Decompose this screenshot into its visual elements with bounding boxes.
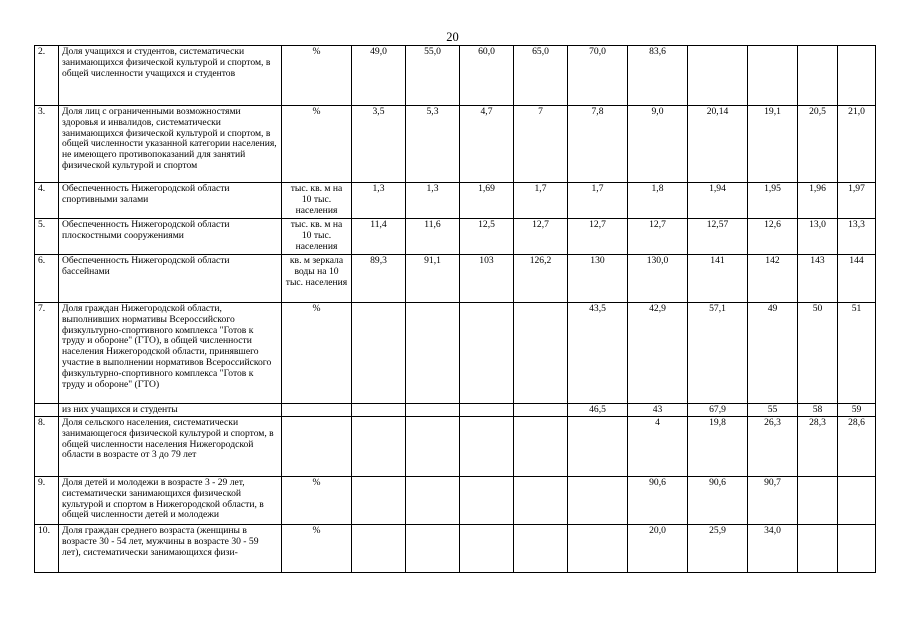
value-cell: 11,4 — [352, 219, 406, 255]
row-number: 8. — [35, 417, 59, 477]
value-cell: 83,6 — [628, 46, 688, 106]
value-cell: 11,6 — [406, 219, 460, 255]
table-row — [35, 46, 876, 106]
table-row — [35, 303, 876, 404]
value-cell: 130 — [568, 255, 628, 303]
value-cell: 19,8 — [688, 417, 748, 477]
value-cell: 12,6 — [748, 219, 798, 255]
value-cell: 21,0 — [838, 106, 876, 183]
value-cell — [798, 477, 838, 525]
value-cell: 55 — [748, 404, 798, 417]
value-cell: 3,5 — [352, 106, 406, 183]
value-cell — [352, 404, 406, 417]
value-cell — [748, 46, 798, 106]
row-number: 9. — [35, 477, 59, 525]
value-cell: 28,6 — [838, 417, 876, 477]
value-cell — [352, 303, 406, 404]
value-cell: 19,1 — [748, 106, 798, 183]
value-cell — [406, 303, 460, 404]
value-cell — [798, 525, 838, 573]
value-cell: 90,7 — [748, 477, 798, 525]
value-cell: 90,6 — [688, 477, 748, 525]
value-cell: 1,97 — [838, 183, 876, 219]
value-cell — [514, 477, 568, 525]
value-cell: 42,9 — [628, 303, 688, 404]
value-cell: 1,94 — [688, 183, 748, 219]
value-cell — [460, 404, 514, 417]
unit-of-measure: % — [282, 106, 352, 183]
indicator-name: Доля граждан Нижегородской области, выполнивших нормативы Всероссийского физкультурно-спортивного комплекса "Готов к труду и обороне" (ГТО), в общей численности населения Нижегородской области, принявшего участие в выполнении нормативов Всероссийского физкультурно-спортивного комплекса "Готов к труду и обороне" (ГТО) — [59, 303, 282, 404]
value-cell: 91,1 — [406, 255, 460, 303]
unit-of-measure — [282, 404, 352, 417]
row-number — [35, 404, 59, 417]
value-cell: 4,7 — [460, 106, 514, 183]
value-cell — [352, 477, 406, 525]
value-cell: 143 — [798, 255, 838, 303]
value-cell: 12,57 — [688, 219, 748, 255]
value-cell: 67,9 — [688, 404, 748, 417]
value-cell: 5,3 — [406, 106, 460, 183]
value-cell — [406, 477, 460, 525]
table-body — [35, 46, 876, 573]
value-cell: 1,95 — [748, 183, 798, 219]
value-cell: 60,0 — [460, 46, 514, 106]
table-row — [35, 255, 876, 303]
unit-of-measure: % — [282, 303, 352, 404]
value-cell: 1,7 — [514, 183, 568, 219]
value-cell: 65,0 — [514, 46, 568, 106]
indicator-name: Доля сельского населения, систематически занимающегося физической культурой и спортом, в общей численности населения Нижегородской области в возрасте от 3 до 79 лет — [59, 417, 282, 477]
value-cell: 1,3 — [352, 183, 406, 219]
value-cell: 7,8 — [568, 106, 628, 183]
indicator-name: из них учащихся и студенты — [59, 404, 282, 417]
unit-of-measure: % — [282, 525, 352, 573]
row-number: 5. — [35, 219, 59, 255]
row-number: 3. — [35, 106, 59, 183]
value-cell — [798, 46, 838, 106]
value-cell — [838, 46, 876, 106]
value-cell: 130,0 — [628, 255, 688, 303]
value-cell: 1,69 — [460, 183, 514, 219]
value-cell: 90,6 — [628, 477, 688, 525]
row-number: 4. — [35, 183, 59, 219]
value-cell — [838, 477, 876, 525]
value-cell — [568, 525, 628, 573]
value-cell: 126,2 — [514, 255, 568, 303]
indicator-name: Доля учащихся и студентов, систематически занимающихся физической культурой и спортом, в общей численности учащихся и студентов — [59, 46, 282, 106]
value-cell: 12,7 — [568, 219, 628, 255]
value-cell — [460, 417, 514, 477]
value-cell: 141 — [688, 255, 748, 303]
value-cell — [514, 525, 568, 573]
table-row — [35, 404, 876, 417]
row-number: 7. — [35, 303, 59, 404]
value-cell: 26,3 — [748, 417, 798, 477]
value-cell: 12,7 — [514, 219, 568, 255]
value-cell — [460, 525, 514, 573]
value-cell: 70,0 — [568, 46, 628, 106]
unit-of-measure: кв. м зеркала воды на 10 тыс. населения — [282, 255, 352, 303]
value-cell: 20,14 — [688, 106, 748, 183]
value-cell: 103 — [460, 255, 514, 303]
value-cell: 46,5 — [568, 404, 628, 417]
indicator-name: Обеспеченность Нижегородской области спортивными залами — [59, 183, 282, 219]
value-cell: 20,5 — [798, 106, 838, 183]
value-cell — [514, 303, 568, 404]
value-cell: 20,0 — [628, 525, 688, 573]
table-row — [35, 183, 876, 219]
value-cell: 49,0 — [352, 46, 406, 106]
value-cell — [406, 525, 460, 573]
value-cell: 4 — [628, 417, 688, 477]
value-cell: 28,3 — [798, 417, 838, 477]
value-cell: 49 — [748, 303, 798, 404]
row-number: 2. — [35, 46, 59, 106]
indicator-name: Доля граждан среднего возраста (женщины в возрасте 30 - 54 лет, мужчины в возрасте 30 - 59 лет), систематически занимающихся физи- — [59, 525, 282, 573]
indicator-name: Обеспеченность Нижегородской области плоскостными сооружениями — [59, 219, 282, 255]
value-cell — [406, 417, 460, 477]
unit-of-measure: % — [282, 477, 352, 525]
row-number: 10. — [35, 525, 59, 573]
unit-of-measure: тыс. кв. м на 10 тыс. населения — [282, 219, 352, 255]
value-cell: 12,7 — [628, 219, 688, 255]
table-row — [35, 219, 876, 255]
value-cell — [568, 417, 628, 477]
unit-of-measure: % — [282, 46, 352, 106]
value-cell: 43 — [628, 404, 688, 417]
indicator-name: Доля лиц с ограниченными возможностями здоровья и инвалидов, систематически занимающихся физической культурой и спортом, в общей численности указанной категории населения, не имеющего противопоказаний для занятий физической культурой и спортом — [59, 106, 282, 183]
value-cell: 9,0 — [628, 106, 688, 183]
value-cell — [460, 477, 514, 525]
value-cell: 1,3 — [406, 183, 460, 219]
indicators-table — [34, 45, 876, 573]
page-number: 20 — [446, 30, 459, 44]
value-cell: 43,5 — [568, 303, 628, 404]
value-cell — [838, 525, 876, 573]
value-cell: 1,7 — [568, 183, 628, 219]
value-cell: 51 — [838, 303, 876, 404]
value-cell — [568, 477, 628, 525]
value-cell: 55,0 — [406, 46, 460, 106]
table-row — [35, 525, 876, 573]
value-cell: 13,3 — [838, 219, 876, 255]
value-cell: 142 — [748, 255, 798, 303]
value-cell: 12,5 — [460, 219, 514, 255]
value-cell: 1,96 — [798, 183, 838, 219]
value-cell: 25,9 — [688, 525, 748, 573]
unit-of-measure: тыс. кв. м на 10 тыс. населения — [282, 183, 352, 219]
table-row — [35, 477, 876, 525]
value-cell: 57,1 — [688, 303, 748, 404]
value-cell — [352, 417, 406, 477]
value-cell: 89,3 — [352, 255, 406, 303]
table-row — [35, 106, 876, 183]
table-row — [35, 417, 876, 477]
value-cell: 50 — [798, 303, 838, 404]
value-cell — [406, 404, 460, 417]
value-cell — [514, 417, 568, 477]
value-cell — [514, 404, 568, 417]
row-number: 6. — [35, 255, 59, 303]
value-cell — [352, 525, 406, 573]
value-cell: 1,8 — [628, 183, 688, 219]
value-cell — [460, 303, 514, 404]
value-cell: 13,0 — [798, 219, 838, 255]
value-cell: 7 — [514, 106, 568, 183]
value-cell — [688, 46, 748, 106]
indicator-name: Обеспеченность Нижегородской области бассейнами — [59, 255, 282, 303]
indicator-name: Доля детей и молодежи в возрасте 3 - 29 лет, систематически занимающихся физической культурой и спортом в Нижегородской области, в общей численности детей и молодежи — [59, 477, 282, 525]
value-cell: 59 — [838, 404, 876, 417]
value-cell: 58 — [798, 404, 838, 417]
value-cell: 34,0 — [748, 525, 798, 573]
value-cell: 144 — [838, 255, 876, 303]
unit-of-measure — [282, 417, 352, 477]
